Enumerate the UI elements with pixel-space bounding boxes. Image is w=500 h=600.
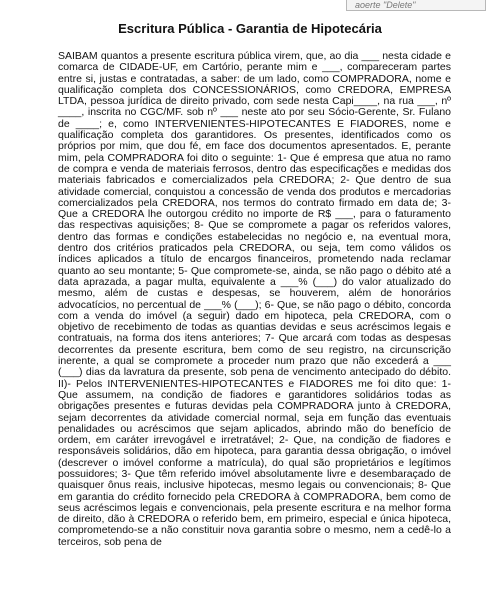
delete-tooltip: aoerte "Delete" [346,0,486,11]
document-body: SAIBAM quantos a presente escritura pública virem, que, ao dia ___ nesta cidade e comarca de CIDADE-UF, em Cartório, perante mim e ___, compareceram partes entre si, justas e contratadas, a saber: de um lado, como COMPRADORA, nome e qualificação completa dos CONCESSIONÁRIOS, como CREDORA, EMPRESA LTDA, pessoa jurídica de direito privado, com sede nesta Capi____, na rua ___, nº ____, inscrita no CGC/MF. sob nº ___ neste ato por seu Sócio-Gerente, Sr. Fulano de ____; e, como INTERVENIENTES-HIPOTECANTES E FIADORES, nome e qualificação completa dos garantidores. Os presentes, identificados como os próprios por mim, que dou fé, em face dos documentos apresentados. E, perante mim, pela COMPRADORA foi dito o seguinte: 1- Que é empresa que atua no ramo de compra e venda de materiais ferrosos, dentro das especificações e medidas dos materiais fabricados e comercializados pela CREDORA; 2- Que dentro de sua atividade comercial, conquistou a concessão de venda dos produtos e mercadorias comercializados pela CREDORA, nos termos do contrato firmado em data de; 3- Que a CREDORA lhe outorgou crédito no importe de R$ ___, para o faturamento das respectivas aquisições; 8- Que se compromete a pagar os referidos valores, dentro das formas e condições estabelecidas no negócio e, na eventual mora, dentro dos critérios praticados pela CREDORA, ou seja, tem como válidos os índices aplicados a título de encargos financeiros, prometendo nada reclamar quanto ao seu montante; 5- Que compromete-se, ainda, se não pago o débito até a data aprazada, a pagar multa, equivalente a ___% (___) do valor atualizado do mesmo, além de custas e despesas, se houverem, além de honorários advocatícios, no percentual de ___% (___); 6- Que, se não pago o débito, concorda com a venda do imóvel (a seguir) dado em hipoteca, pela CREDORA, com o objetivo de recebimento de todas as quantias devidas e seus acréscimos legais e contratuais, na forma dos itens anteriores; 7- Que arcará com todas as despesas decorrentes da presente escritura, bem como de seu registro, na circunscrição inerente, a qual se compromete a proceder num prazo que não excederá a ___ (___) dias da lavratura da presente, sob pena de vencimento antecipado do débito. II)- Pelos INTERVENIENTES-HIPOTECANTES e FIADORES me foi dito que: 1- Que assumem, na condição de fiadores e garantidores solidários todas as obrigações presentes e futuras devidas pela COMPRADORA junto à CREDORA, sejam decorrentes da atividade comercial normal, seja em função das eventuais penalidades ou acréscimos que sejam aplicados, abrindo mão do benefício de ordem, em caráter irrevogável e irretratável; 2- Que, na condição de fiadores e responsáveis solidários, dão em hipoteca, para garantia dessa obrigação, o imóvel (descrever o imóvel conforme a matrícula), do qual são proprietários e legítimos possuidores; 3- Que têm referido imóvel absolutamente livre e desembaraçado de quaisquer ônus reais, inclusive hipotecas, mesmo legais ou convencionais; 8- Que em garantia do crédito fornecido pela CREDORA à COMPRADORA, bem como de seus acréscimos legais e convencionais, pela presente escritura e na melhor forma de direito, dão à CREDORA o referido bem, em primeiro, especial e única hipoteca, comprometendo-se a não constituir nova garantia sobre o mesmo, nem a cedê-lo a terceiros, sob pena de [58,50,451,548]
document-title: Escritura Pública - Garantia de Hipotecária [118,21,382,36]
